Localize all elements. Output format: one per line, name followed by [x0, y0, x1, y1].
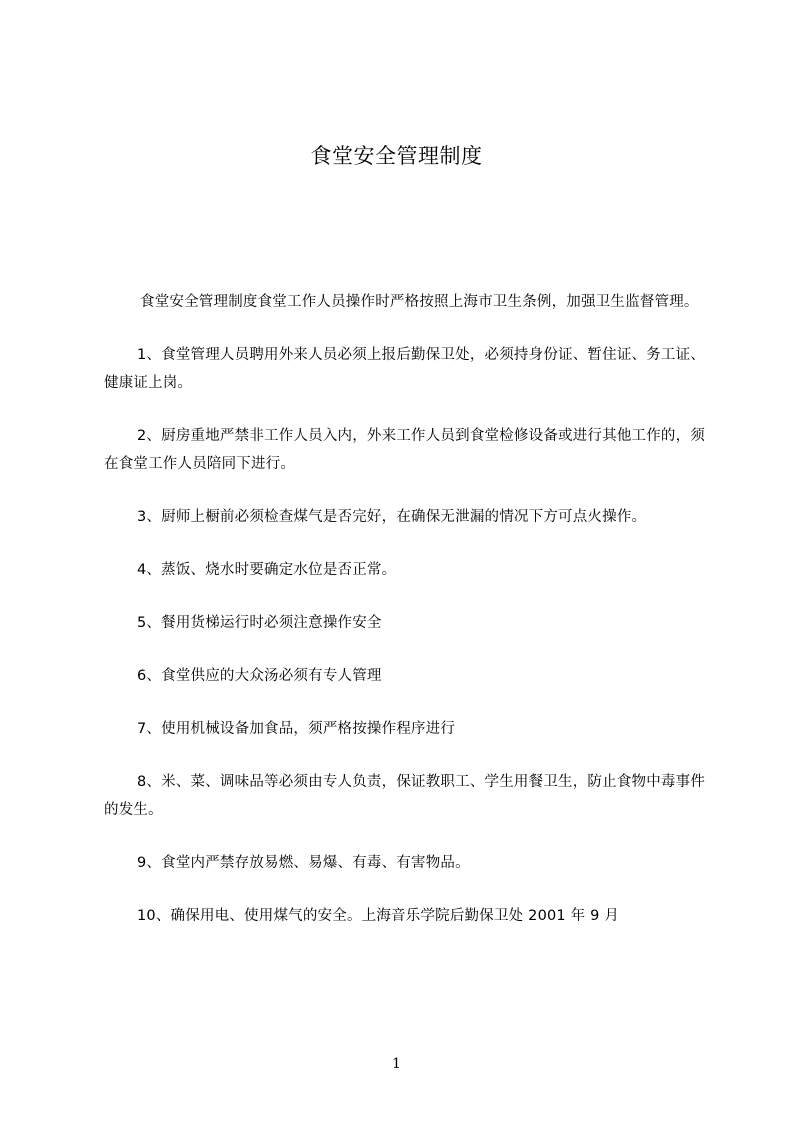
document-body [104, 288, 716, 930]
rule-item-9: 9、食堂内严禁存放易燃、易爆、有毒、有害物品。 [137, 855, 470, 871]
rule-item-5: 5、餐用货梯运行时必须注意操作安全 [137, 615, 382, 631]
intro-paragraph: 食堂安全管理制度食堂工作人员操作时严格按照上海市卫生条例，加强卫生监督管理。 [140, 294, 699, 310]
rule-item-3: 3、厨师上橱前必须检查煤气是否完好，在确保无泄漏的情况下方可点火操作。 [137, 509, 647, 525]
rule-item-10: 10、确保用电、使用煤气的安全。上海音乐学院后勤保卫处 2001 年 9 月 [137, 908, 620, 924]
rule-item-7: 7、使用机械设备加食品，须严格按操作程序进行 [137, 721, 456, 737]
rule-item-1: 1、食堂管理人员聘用外来人员必须上报后勤保卫处，必须持身份证、暂住证、务工证、健康证上岗。 [104, 347, 706, 391]
rule-item-2: 2、厨房重地严禁非工作人员入内，外来工作人员到食堂检修设备或进行其他工作的，须在食堂工作人员陪同下进行。 [104, 428, 706, 472]
page-number: 1 [392, 1056, 401, 1072]
rule-item-8: 8、米、菜、调味品等必须由专人负责，保证教职工、学生用餐卫生，防止食物中毒事件的发生。 [104, 774, 706, 818]
rule-item-4: 4、蒸饭、烧水时要确定水位是否正常。 [137, 562, 397, 578]
document-title: 食堂安全管理制度 [310, 144, 483, 168]
rule-item-6: 6、食堂供应的大众汤必须有专人管理 [137, 668, 382, 684]
